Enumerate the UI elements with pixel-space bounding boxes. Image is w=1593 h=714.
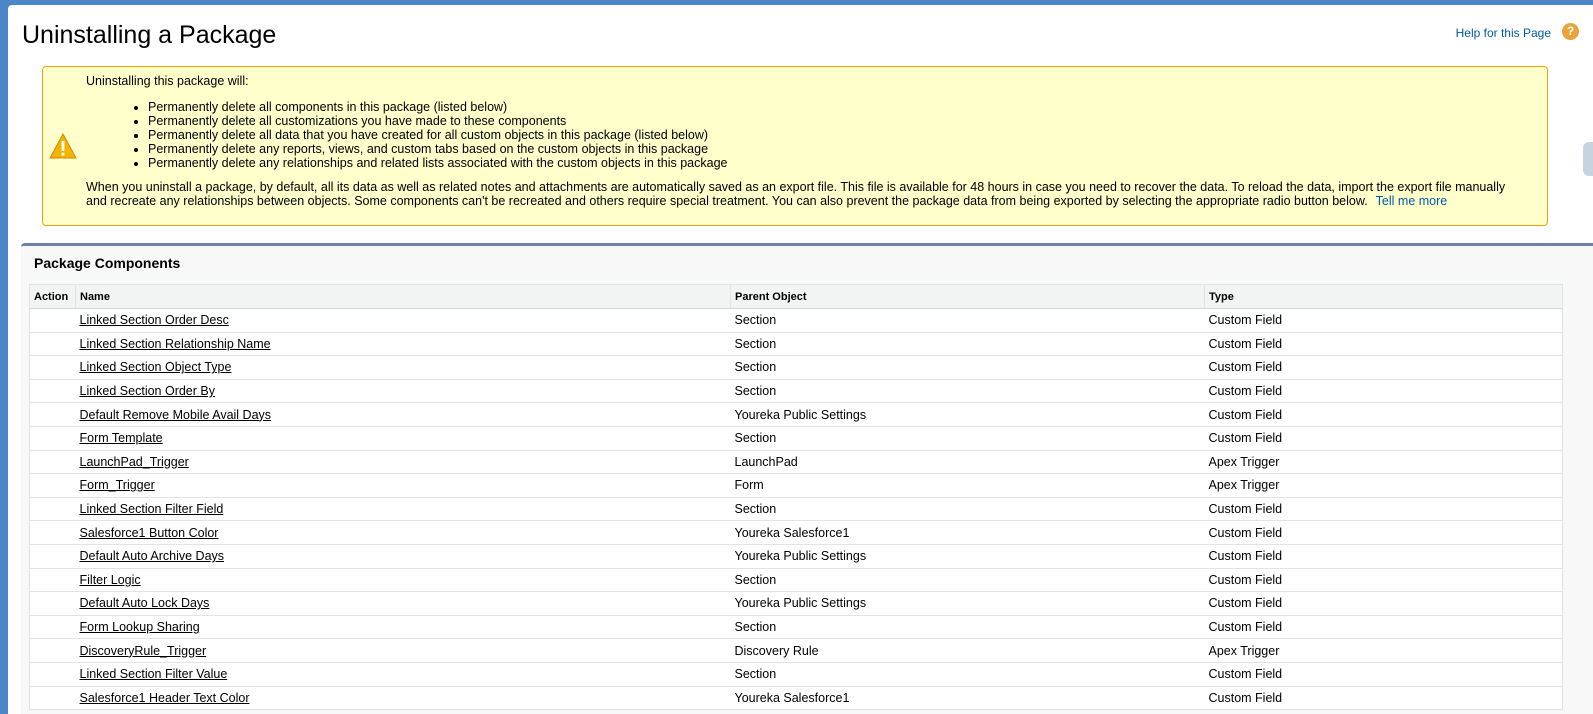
table-row <box>30 592 1563 616</box>
cell-type: Apex Trigger <box>1205 474 1563 498</box>
cell-type: Custom Field <box>1205 379 1563 403</box>
cell-action <box>30 379 76 403</box>
cell-action <box>30 450 76 474</box>
cell-name <box>76 592 731 616</box>
cell-action <box>30 592 76 616</box>
cell-parent-object: Section <box>731 568 1205 592</box>
cell-type: Custom Field <box>1205 662 1563 686</box>
cell-parent-object: Youreka Public Settings <box>731 544 1205 568</box>
cell-parent-object: Section <box>731 356 1205 380</box>
component-name-link[interactable]: Linked Section Order By <box>79 384 215 399</box>
cell-name <box>76 426 731 450</box>
component-name-link[interactable]: Linked Section Filter Value <box>79 667 228 682</box>
cell-action <box>30 639 76 663</box>
cell-parent-object: Section <box>731 309 1205 333</box>
cell-name <box>76 403 731 427</box>
cell-name <box>76 497 731 521</box>
cell-action <box>30 521 76 545</box>
warning-list <box>106 100 728 170</box>
warning-item: • Permanently delete all components in this package (listed below) <box>148 100 728 114</box>
component-name-link[interactable]: LaunchPad_Trigger <box>79 454 189 469</box>
warning-item: • Permanently delete any relationships and related lists associated with the custom objects in this package <box>148 156 728 170</box>
cell-parent-object: Discovery Rule <box>731 639 1205 663</box>
table-row <box>30 639 1563 663</box>
table-row <box>30 426 1563 450</box>
cell-action <box>30 332 76 356</box>
cell-parent-object: Youreka Salesforce1 <box>731 686 1205 710</box>
cell-action <box>30 615 76 639</box>
cell-name <box>76 379 731 403</box>
component-name-link[interactable]: Salesforce1 Button Color <box>79 525 219 540</box>
cell-name <box>76 686 731 710</box>
component-name-link[interactable]: Linked Section Order Desc <box>79 313 229 328</box>
cell-parent-object: Section <box>731 497 1205 521</box>
column-header-parent-object[interactable]: Parent Object <box>731 285 1205 309</box>
table-row <box>30 379 1563 403</box>
cell-type: Custom Field <box>1205 403 1563 427</box>
cell-type: Custom Field <box>1205 497 1563 521</box>
page-title: Uninstalling a Package <box>22 21 277 49</box>
warning-item: • Permanently delete all customizations you have made to these components <box>148 114 728 128</box>
component-name-link[interactable]: Form Lookup Sharing <box>79 620 200 635</box>
warning-item: • Permanently delete all data that you have created for all custom objects in this package (listed below) <box>148 128 728 142</box>
cell-parent-object: Youreka Salesforce1 <box>731 521 1205 545</box>
cell-action <box>30 662 76 686</box>
table-row <box>30 497 1563 521</box>
cell-name <box>76 474 731 498</box>
warning-item: • Permanently delete any reports, views, and custom tabs based on the custom objects in this package <box>148 142 728 156</box>
component-name-link[interactable]: Form_Trigger <box>79 478 155 493</box>
component-name-link[interactable]: Linked Section Relationship Name <box>79 336 271 351</box>
cell-type: Custom Field <box>1205 686 1563 710</box>
table-row <box>30 544 1563 568</box>
cell-type: Custom Field <box>1205 544 1563 568</box>
cell-action <box>30 497 76 521</box>
cell-name <box>76 568 731 592</box>
components-table <box>29 284 1563 710</box>
cell-parent-object: Youreka Public Settings <box>731 592 1205 616</box>
cell-name <box>76 662 731 686</box>
column-header-action[interactable]: Action <box>30 285 76 309</box>
cell-parent-object: Section <box>731 615 1205 639</box>
component-name-link[interactable]: Default Remove Mobile Avail Days <box>79 407 272 422</box>
page-container <box>8 5 1593 714</box>
component-name-link[interactable]: Default Auto Lock Days <box>79 596 210 611</box>
table-header-row <box>30 285 1563 309</box>
section-title: Package Components <box>34 255 181 271</box>
cell-action <box>30 356 76 380</box>
component-name-link[interactable]: Default Auto Archive Days <box>79 549 225 564</box>
cell-action <box>30 403 76 427</box>
cell-parent-object: Section <box>731 379 1205 403</box>
package-components-section <box>21 243 1593 714</box>
table-row <box>30 686 1563 710</box>
warning-intro: Uninstalling this package will: <box>86 74 249 88</box>
cell-parent-object: Section <box>731 662 1205 686</box>
cell-action <box>30 686 76 710</box>
table-row <box>30 615 1563 639</box>
table-row <box>30 662 1563 686</box>
cell-name <box>76 639 731 663</box>
side-panel-tab[interactable] <box>1583 142 1593 176</box>
cell-name <box>76 544 731 568</box>
table-row <box>30 356 1563 380</box>
cell-action <box>30 568 76 592</box>
cell-type: Custom Field <box>1205 309 1563 333</box>
warning-box <box>42 66 1548 226</box>
table-row <box>30 309 1563 333</box>
cell-parent-object: Section <box>731 426 1205 450</box>
cell-name <box>76 450 731 474</box>
cell-name <box>76 356 731 380</box>
component-name-link[interactable]: Filter Logic <box>79 572 141 587</box>
cell-type: Custom Field <box>1205 356 1563 380</box>
cell-type: Custom Field <box>1205 615 1563 639</box>
cell-parent-object: Form <box>731 474 1205 498</box>
cell-type: Apex Trigger <box>1205 450 1563 474</box>
cell-parent-object: Section <box>731 332 1205 356</box>
cell-action <box>30 474 76 498</box>
column-header-name[interactable]: Name <box>76 285 731 309</box>
component-name-link[interactable]: Salesforce1 Header Text Color <box>79 690 250 705</box>
table-row <box>30 568 1563 592</box>
warning-body <box>86 180 1526 208</box>
component-name-link[interactable]: Linked Section Object Type <box>79 360 232 375</box>
help-icon[interactable]: ? <box>1562 23 1579 40</box>
table-row <box>30 332 1563 356</box>
cell-name <box>76 309 731 333</box>
cell-type: Custom Field <box>1205 568 1563 592</box>
component-name-link[interactable]: Form Template <box>79 431 163 446</box>
cell-parent-object: Youreka Public Settings <box>731 403 1205 427</box>
table-row <box>30 521 1563 545</box>
component-name-link[interactable]: DiscoveryRule_Trigger <box>79 643 207 658</box>
cell-name <box>76 332 731 356</box>
warning-body-text: When you uninstall a package, by default, all its data as well as related notes and attachments are automatically saved as an export file. This file is available for 48 hours in case you need to recover the data. To reload the data, import the export file manually and recreate any relationships between objects. Some components can't be recreated and others require special treatment. You can also prevent the package data from being exported by selecting the appropriate radio button below. <box>86 180 1506 208</box>
component-name-link[interactable]: Linked Section Filter Field <box>79 502 224 517</box>
cell-action <box>30 544 76 568</box>
warning-triangle-icon <box>49 133 77 159</box>
cell-type: Custom Field <box>1205 592 1563 616</box>
cell-type: Custom Field <box>1205 521 1563 545</box>
table-row <box>30 450 1563 474</box>
cell-type: Custom Field <box>1205 332 1563 356</box>
cell-parent-object: LaunchPad <box>731 450 1205 474</box>
cell-action <box>30 426 76 450</box>
table-row <box>30 474 1563 498</box>
cell-type: Apex Trigger <box>1205 639 1563 663</box>
tell-me-more-link[interactable]: Tell me more <box>1375 194 1448 208</box>
cell-name <box>76 521 731 545</box>
column-header-type[interactable]: Type <box>1205 285 1563 309</box>
table-row <box>30 403 1563 427</box>
cell-type: Custom Field <box>1205 426 1563 450</box>
help-link[interactable]: Help for this Page <box>1455 26 1551 40</box>
cell-name <box>76 615 731 639</box>
cell-action <box>30 309 76 333</box>
